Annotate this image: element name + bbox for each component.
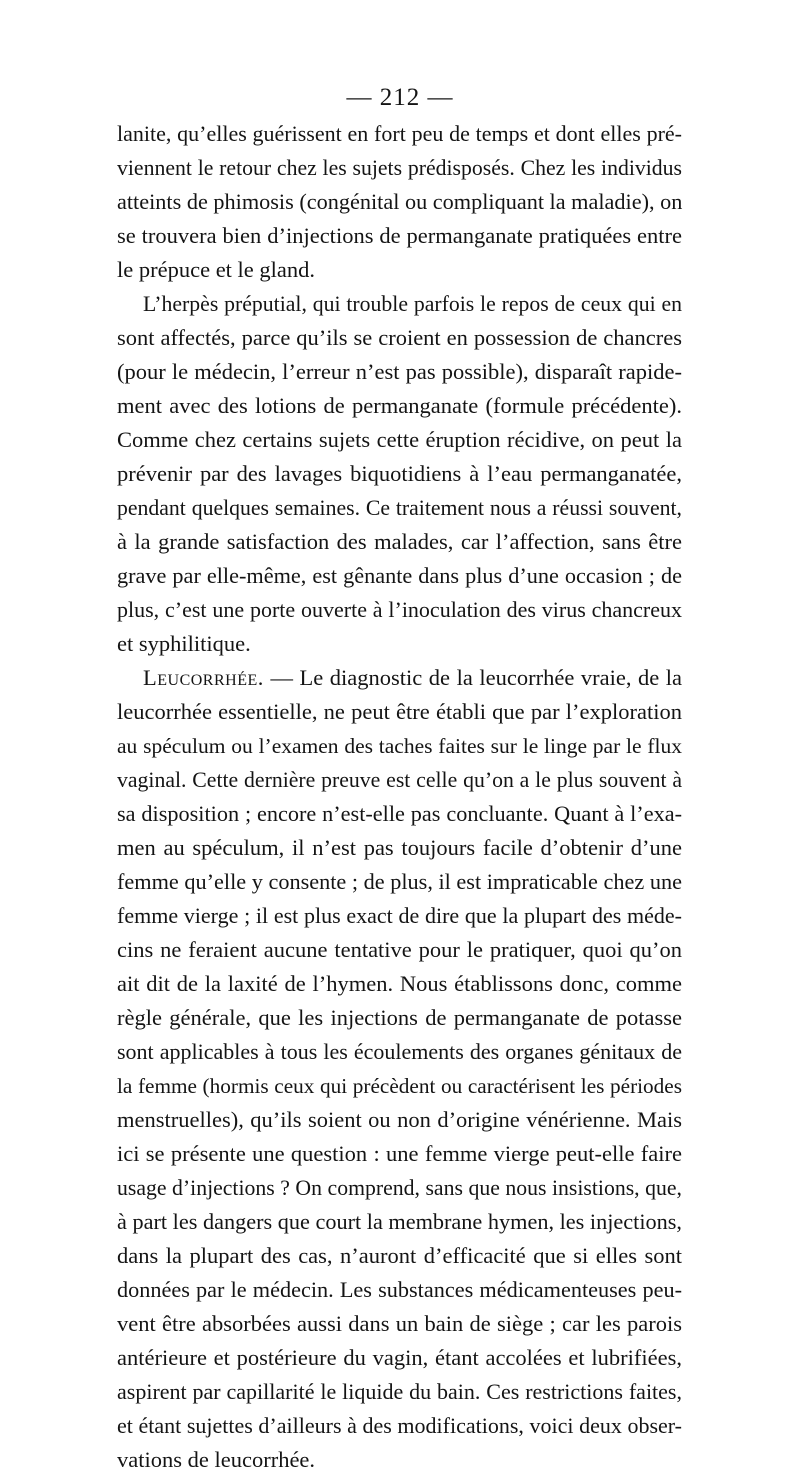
text-line-30: menstruelles), qu’ils soient ou non d’origine vénérienne. Mais [117, 1107, 682, 1132]
text-line-23: femme qu’elle y consente ; de plus, il est impraticable chez une [117, 869, 682, 894]
text-line-27: règle générale, que les injections de permanganate de potasse [117, 1005, 682, 1030]
text-line-1: lanite, qu’elles guérissent en fort peu de temps et dont elles pré- [117, 121, 682, 146]
text-line-15: plus, c’est une porte ouverte à l’inoculation des virus chancreux [117, 597, 682, 622]
text-line-11: prévenir par des lavages biquotidiens à l’eau permanganatée, [117, 461, 682, 486]
text-line-9: ment avec des lotions de permanganate (formule précédente). [117, 393, 682, 418]
text-line-24: femme vierge ; il est plus exact de dire que la plupart des méde- [117, 903, 682, 928]
text-line-33: à part les dangers que court la membrane hymen, les injections, [117, 1209, 682, 1234]
text-line-25: cins ne feraient aucune tentative pour le pratiquer, quoi qu’on [117, 937, 682, 962]
text-line-29: la femme (hormis ceux qui précèdent ou caractérisent les périodes [117, 1074, 682, 1098]
text-line-31: ici se présente une question : une femme vierge peut-elle faire [117, 1141, 682, 1166]
text-line-10: Comme chez certains sujets cette éruption récidive, on peut la [117, 427, 682, 452]
text-line-20: vaginal. Cette dernière preuve est celle qu’on a le plus souvent à [117, 768, 682, 792]
text-line-17 [117, 661, 682, 695]
text-line-22: men au spéculum, il n’est pas toujours facile d’obtenir d’une [117, 835, 682, 860]
page-number: — 212 — [346, 84, 454, 111]
text-line-7: sont affectés, parce qu’ils se croient en possession de chancres [117, 325, 682, 350]
text-line-19: au spéculum ou l’examen des taches faites sur le linge par le flux [117, 734, 682, 758]
text-line-32: usage d’injections ? On comprend, sans que nous insistions, que, [117, 1176, 682, 1200]
text-line-13: à la grande satisfaction des malades, car l’affection, sans être [117, 529, 682, 554]
text-line-18: leucorrhée essentielle, ne peut être établi que par l’exploration [117, 699, 682, 724]
text-line-8: (pour le médecin, l’erreur n’est pas possible), disparaît rapide- [117, 359, 682, 384]
section-heading: Leucorrhée. [143, 665, 264, 690]
text-line-36: vent être absorbées aussi dans un bain de siège ; car les parois [117, 1311, 682, 1336]
text-line-4: se trouvera bien d’injections de permanganate pratiquées entre [117, 223, 682, 248]
text-line-21: sa disposition ; encore n’est-elle pas concluante. Quant à l’exa- [117, 801, 682, 826]
text-line-26: ait dit de la laxité de l’hymen. Nous établissons donc, comme [117, 971, 682, 996]
section-heading-continuation: — Le diagnostic de la leucorrhée vraie, de la [270, 665, 683, 690]
text-line-28: sont applicables à tous les écoulements des organes génitaux de [117, 1039, 682, 1064]
text-line-5: le prépuce et le gland. [117, 257, 316, 282]
text-line-3: atteints de phimosis (congénital ou compliquant la maladie), on [117, 189, 683, 214]
text-line-37: antérieure et postérieure du vagin, étant accolées et lubrifiées, [117, 1345, 682, 1370]
text-line-38: aspirent par capillarité le liquide du bain. Ces restrictions faites, [117, 1379, 682, 1404]
text-line-12: pendant quelques semaines. Ce traitement nous a réussi souvent, [117, 496, 682, 520]
text-line-34: dans la plupart des cas, n’auront d’efficacité que si elles sont [117, 1243, 682, 1268]
text-line-16: et syphilitique. [117, 631, 251, 656]
text-line-35: données par le médecin. Les substances médicamenteuses peu- [117, 1277, 682, 1302]
text-line-40: vations de leucorrhée. [117, 1447, 316, 1472]
text-line-39: et étant sujettes d’ailleurs à des modifications, voici deux obser- [117, 1413, 682, 1438]
text-line-2: viennent le retour chez les sujets prédisposés. Chez les individus [117, 156, 682, 180]
text-line-6: L’herpès préputial, qui trouble parfois le repos de ceux qui en [143, 292, 682, 316]
body-text [117, 117, 682, 1477]
text-line-14: grave par elle-même, est gênante dans plus d’une occasion ; de [117, 563, 682, 588]
